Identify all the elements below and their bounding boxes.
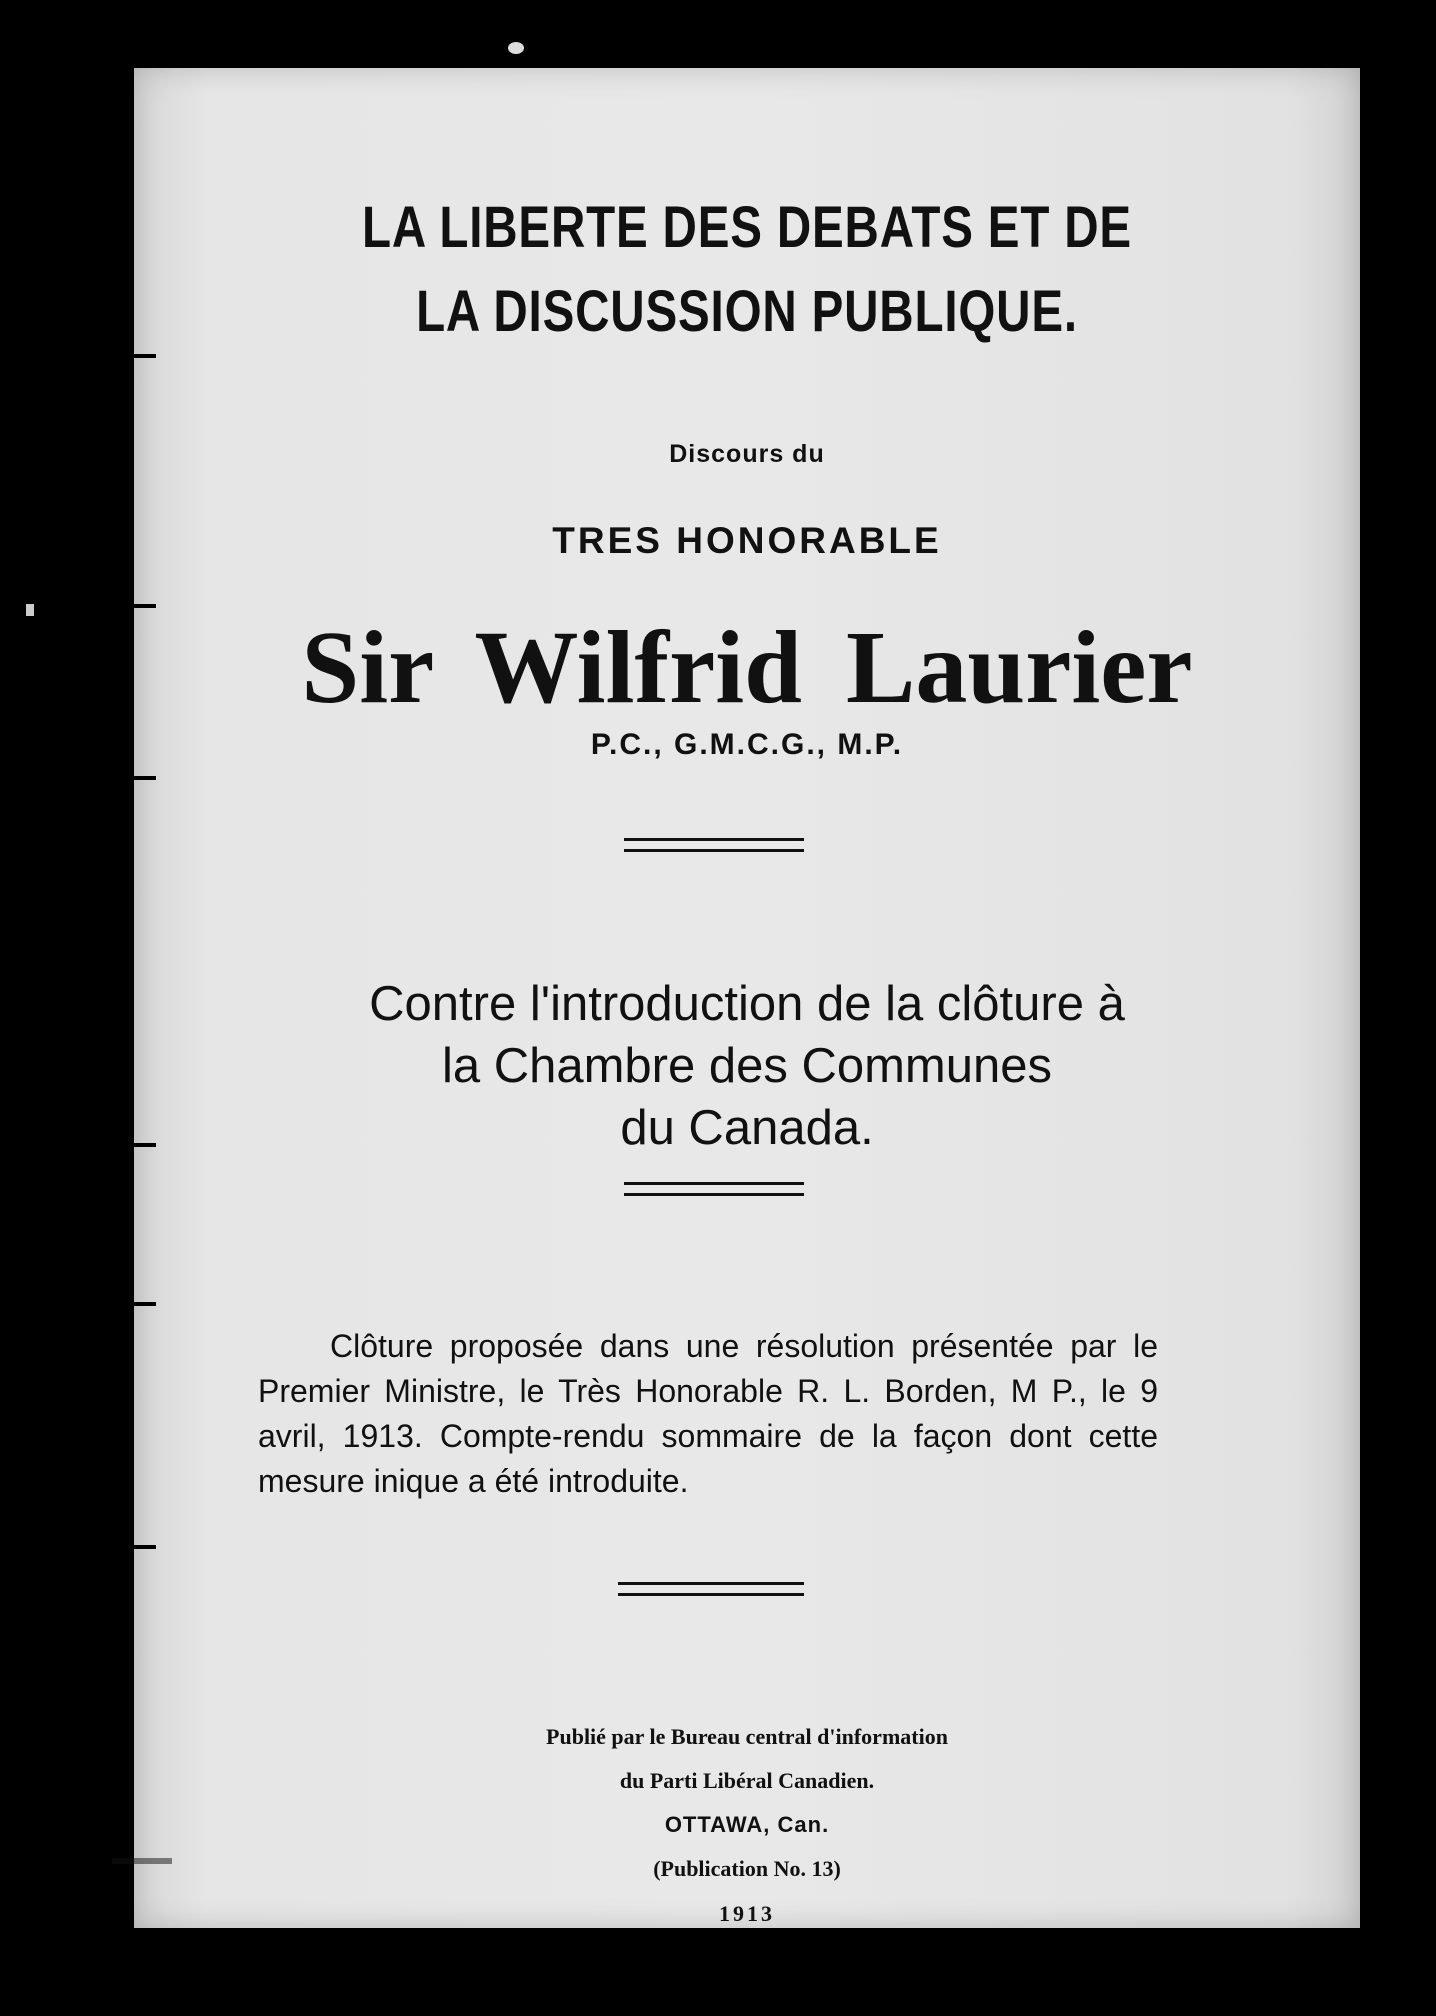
- subtitle-line-2: la Chambre des Communes: [441, 1039, 1053, 1093]
- scan-artifact: [26, 604, 34, 616]
- binding-tick: [116, 1302, 156, 1306]
- publisher-line-2: du Parti Libéral Canadien.: [619, 1768, 875, 1793]
- publisher-line-1: Publié par le Bureau central d'information: [546, 1724, 948, 1749]
- title-line-2: LA DISCUSSION PUBLIQUE.: [416, 279, 1078, 344]
- discours-label: Discours du: [669, 440, 825, 468]
- publisher-city: OTTAWA, Can.: [664, 1812, 830, 1837]
- post-nominals: P.C., G.M.C.G., M.P.: [590, 728, 904, 761]
- subtitle-line-3: du Canada.: [620, 1101, 874, 1155]
- publication-year: 1913: [719, 1901, 775, 1926]
- binding-tick: [116, 604, 156, 608]
- speech-subtitle: [134, 973, 1360, 1159]
- divider-rule-1: [624, 838, 804, 852]
- subtitle-line-1: Contre l'introduction de la clôture à: [369, 977, 1125, 1031]
- honorific: TRES HONORABLE: [552, 520, 942, 561]
- scan-artifact: [112, 1858, 172, 1864]
- binding-tick: [116, 776, 156, 780]
- document-title: [244, 186, 1249, 354]
- document-page: [134, 68, 1360, 1928]
- binding-tick: [116, 1545, 156, 1549]
- divider-rule-3: [618, 1582, 804, 1596]
- binding-tick: [116, 354, 156, 358]
- author-name: Sir Wilfrid Laurier: [301, 610, 1193, 725]
- title-line-1: LA LIBERTE DES DEBATS ET DE: [362, 195, 1132, 260]
- binding-tick: [116, 1143, 156, 1147]
- scan-artifact: [508, 42, 524, 54]
- divider-rule-2: [624, 1182, 804, 1196]
- body-paragraph: Clôture proposée dans une résolution présentée par le Premier Ministre, le Très Honorable R. L. Borden, M P., le 9 avril, 1913. Compte-rendu sommaire de la façon dont cette mesure inique a été introduite.: [258, 1328, 1158, 1499]
- publication-number: (Publication No. 13): [653, 1856, 841, 1881]
